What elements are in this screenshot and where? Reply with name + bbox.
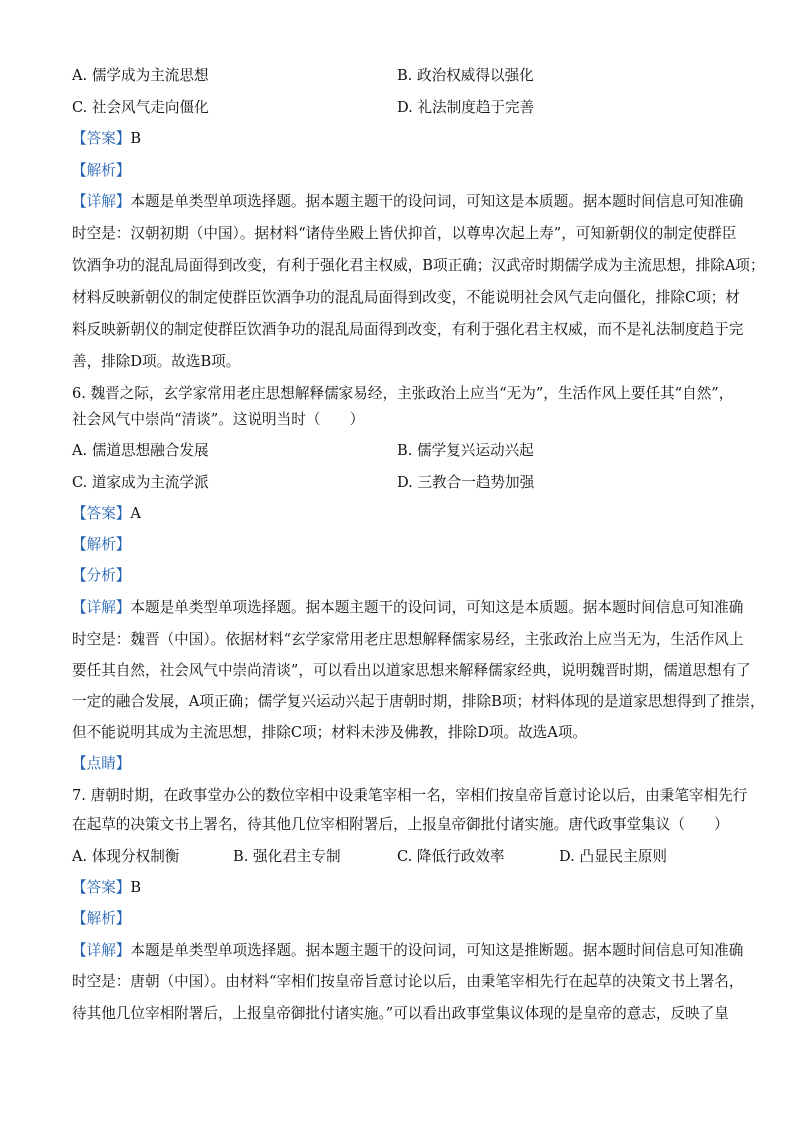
q6-stem-line-1: 6. 魏晋之际，玄学家常用老庄思想解释儒家易经，主张政治上应当“无为”，生活作风上要任其“自然”，: [72, 385, 734, 402]
answer-value: B: [130, 879, 142, 896]
detail-text: 本题是单类型单项选择题。据本题主题干的设问词，可知这是本质题。据本题时间信息可知准确: [130, 193, 744, 210]
q6-detail-line-1: [72, 598, 743, 618]
q5-detail-line-3: 饮酒争功的混乱局面得到改变，有利于强化君主权威，B项正确；汉武帝时期儒学成为主流思想，排除A项；: [72, 257, 765, 274]
q6-detail-line-2: 时空是：魏晋（中国）。依据材料“玄学家常用老庄思想解释儒家易经，主张政治上应当无为，生活作风上: [72, 631, 744, 648]
q6-detail-line-3: 要任其自然，社会风气中崇尚清谈”，可以看出以道家思想来解释儒家经典，说明魏晋时期，儒道思想有了: [72, 662, 751, 679]
answer-value: A: [130, 505, 141, 522]
q7-answer: [72, 878, 141, 898]
q6-option-d: D. 三教合一趋势加强: [397, 474, 535, 491]
q5-detail-line-2: 时空是：汉朝初期（中国）。据材料“诸侍坐殿上皆伏抑首，以尊卑次起上寿”，可知新朝仪的制定使群臣: [72, 225, 737, 242]
q5-option-a: A. 儒学成为主流思想: [72, 67, 209, 84]
answer-value: B: [130, 130, 142, 147]
q5-answer: [72, 129, 141, 149]
q5-option-d: D. 礼法制度趋于完善: [397, 99, 535, 116]
answer-label: 【答案】: [72, 130, 131, 147]
q6-fenxi-label: 【分析】: [72, 567, 131, 584]
q7-option-a: A. 体现分权制衡: [72, 848, 180, 865]
detail-text: 本题是单类型单项选择题。据本题主题干的设问词，可知这是本质题。据本题时间信息可知准确: [130, 599, 744, 616]
q6-option-b: B. 儒学复兴运动兴起: [397, 442, 534, 459]
q5-option-b: B. 政治权威得以强化: [397, 67, 534, 84]
q5-detail-line-4: 材料反映新朝仪的制定使群臣饮酒争功的混乱局面得到改变，不能说明社会风气走向僵化，排除C项；材: [72, 289, 740, 306]
q6-option-c: C. 道家成为主流学派: [72, 474, 209, 491]
q6-detail-line-5: 但不能说明其成为主流思想，排除C项；材料未涉及佛教，排除D项。故选A项。: [72, 724, 588, 741]
q6-answer: [72, 504, 141, 524]
answer-label: 【答案】: [72, 879, 131, 896]
q5-analysis-label: 【解析】: [72, 162, 131, 179]
detail-label: 【详解】: [72, 942, 131, 959]
q7-option-d: D. 凸显民主原则: [559, 848, 668, 865]
q5-detail-line-6: 善，排除D项。故选B项。: [72, 353, 241, 370]
detail-label: 【详解】: [72, 193, 131, 210]
q5-option-c: C. 社会风气走向僵化: [72, 99, 209, 116]
detail-text: 本题是单类型单项选择题。据本题主题干的设问词，可知这是推断题。据本题时间信息可知准确: [130, 942, 744, 959]
q5-detail-line-5: 料反映新朝仪的制定使群臣饮酒争功的混乱局面得到改变，有利于强化君主权威，而不是礼法制度趋于完: [72, 321, 744, 338]
q7-detail-line-2: 时空是：唐朝（中国）。由材料“宰相们按皇帝旨意讨论以后，由秉笔宰相先行在起草的决策文书上署名，: [72, 973, 744, 990]
q7-stem-line-2: 在起草的决策文书上署名，待其他几位宰相附署后，上报皇帝御批付诸实施。唐代政事堂集议（ ）: [72, 816, 729, 833]
q7-analysis-label: 【解析】: [72, 910, 131, 927]
q6-dianjing-label: 【点睛】: [72, 755, 131, 772]
q7-detail-line-3: 待其他几位宰相附署后，上报皇帝御批付诸实施。”可以看出政事堂集议体现的是皇帝的意志，反映了皇: [72, 1005, 729, 1022]
q7-option-c: C. 降低行政效率: [397, 848, 505, 865]
q5-detail-line-1: [72, 192, 743, 212]
q7-detail-line-1: [72, 941, 743, 961]
detail-label: 【详解】: [72, 599, 131, 616]
q6-detail-line-4: 一定的融合发展，A项正确；儒学复兴运动兴起于唐朝时期，排除B项；材料体现的是道家思想得到了推崇，: [72, 693, 765, 710]
q7-stem-line-1: 7. 唐朝时期，在政事堂办公的数位宰相中设秉笔宰相一名，宰相们按皇帝旨意讨论以后，由秉笔宰相先行: [72, 787, 748, 804]
q6-analysis-label: 【解析】: [72, 536, 131, 553]
answer-label: 【答案】: [72, 505, 131, 522]
q6-stem-line-2: 社会风气中崇尚“清谈”。这说明当时（ ）: [72, 411, 365, 428]
q7-option-b: B. 强化君主专制: [233, 848, 341, 865]
q6-option-a: A. 儒道思想融合发展: [72, 442, 209, 459]
